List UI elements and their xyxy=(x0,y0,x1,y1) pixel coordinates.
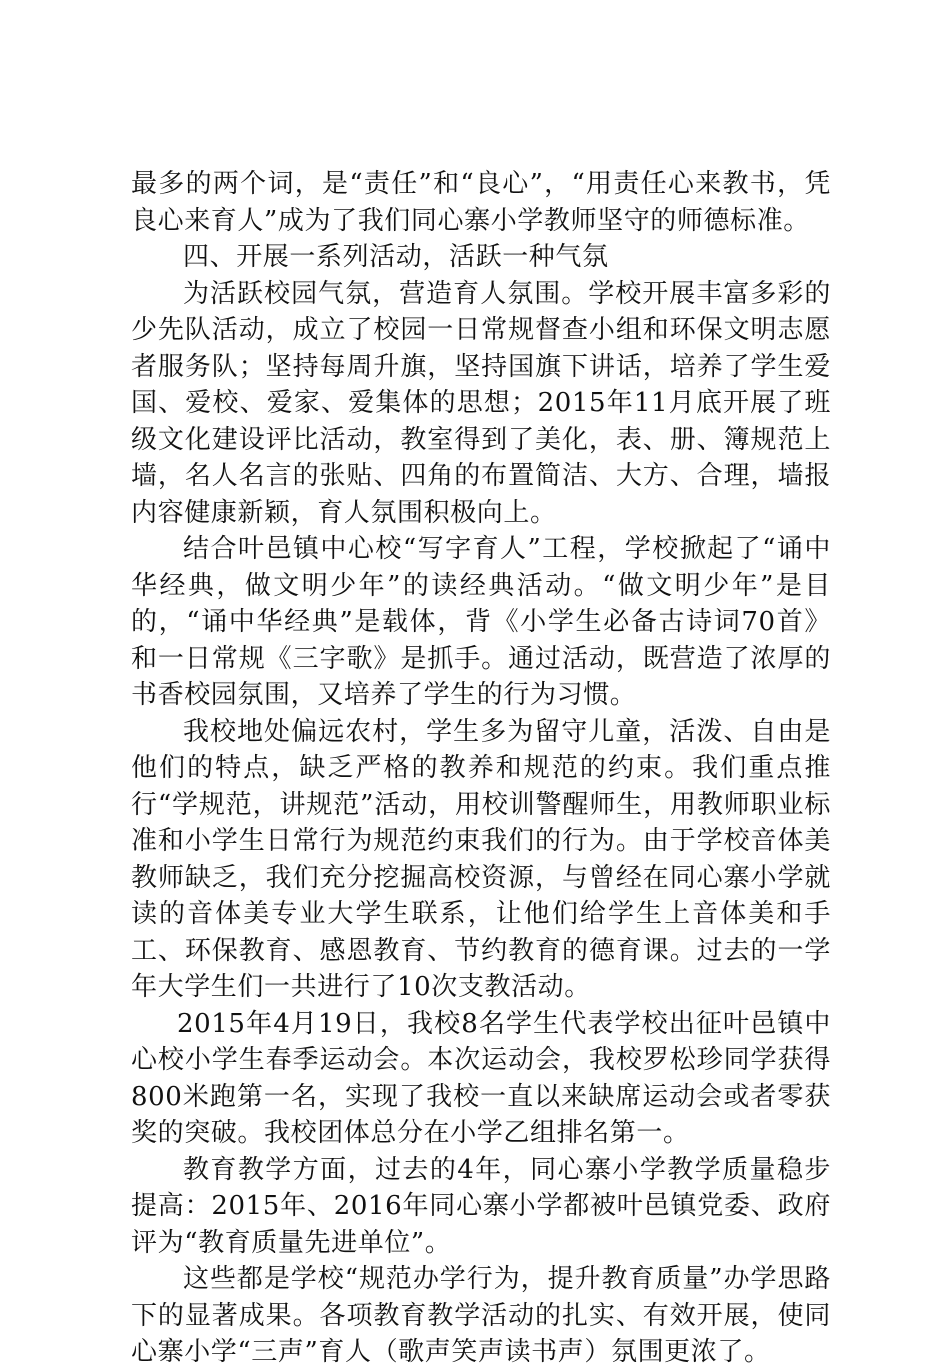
paragraph-1: 最多的两个词，是“责任”和“良心”，“用责任心来教书，凭良心来育人”成为了我们同心寨小学教师坚守的师德标准。 xyxy=(131,169,831,236)
paragraph-teaching: 教育教学方面，过去的4年，同心寨小学教学质量稳步提高：2015年、2016年同心寨小学都被叶邑镇党委、政府评为“教育质量先进单位”。 xyxy=(131,1154,831,1258)
section-heading-4: 四、开展一系列活动，活跃一种气氛 xyxy=(183,242,609,272)
document-body xyxy=(131,166,831,1371)
paragraph-sports: 2015年4月19日，我校8名学生代表学校出征叶邑镇中心校小学生春季运动会。本次运动会，我校罗松珍同学获得800米跑第一名，实现了我校一直以来缺席运动会或者零获奖的突破。我校团体总分在小学乙组排名第一。 xyxy=(131,1008,831,1148)
paragraph-activities: 为活跃校园气氛，营造育人氛围。学校开展丰富多彩的少先队活动，成立了校园一日常规督查小组和环保文明志愿者服务队；坚持每周升旗，坚持国旗下讲话，培养了学生爱国、爱校、爱家、爱集体的思想；2015年11月底开展了班级文化建设评比活动，教室得到了美化，表、册、簿规范上墙，名人名言的张贴、四角的布置简洁、大方、合理，墙报内容健康新颖，育人氛围积极向上。 xyxy=(131,278,831,528)
paragraph-classics: 结合叶邑镇中心校“写字育人”工程，学校掀起了“诵中华经典，做文明少年”的读经典活动。“做文明少年”是目的，“诵中华经典”是载体，背《小学生必备古诗词70首》和一日常规《三字歌》是抓手。通过活动，既营造了浓厚的书香校园氛围，又培养了学生的行为习惯。 xyxy=(131,534,831,710)
paragraph-conclusion: 这些都是学校“规范办学行为，提升教育质量”办学思路下的显著成果。各项教育教学活动的扎实、有效开展，使同心寨小学“三声”育人（歌声笑声读书声）氛围更浓了。 xyxy=(131,1264,831,1367)
paragraph-rules: 我校地处偏远农村，学生多为留守儿童，活泼、自由是他们的特点，缺乏严格的教养和规范的约束。我们重点推行“学规范，讲规范”活动，用校训警醒师生，用教师职业标准和小学生日常行为规范约束我们的行为。由于学校音体美教师缺乏，我们充分挖掘高校资源，与曾经在同心寨小学就读的音体美专业大学生联系，让他们给学生上音体美和手工、环保教育、感恩教育、节约教育的德育课。过去的一学年大学生们一共进行了10次支教活动。 xyxy=(131,716,831,1002)
